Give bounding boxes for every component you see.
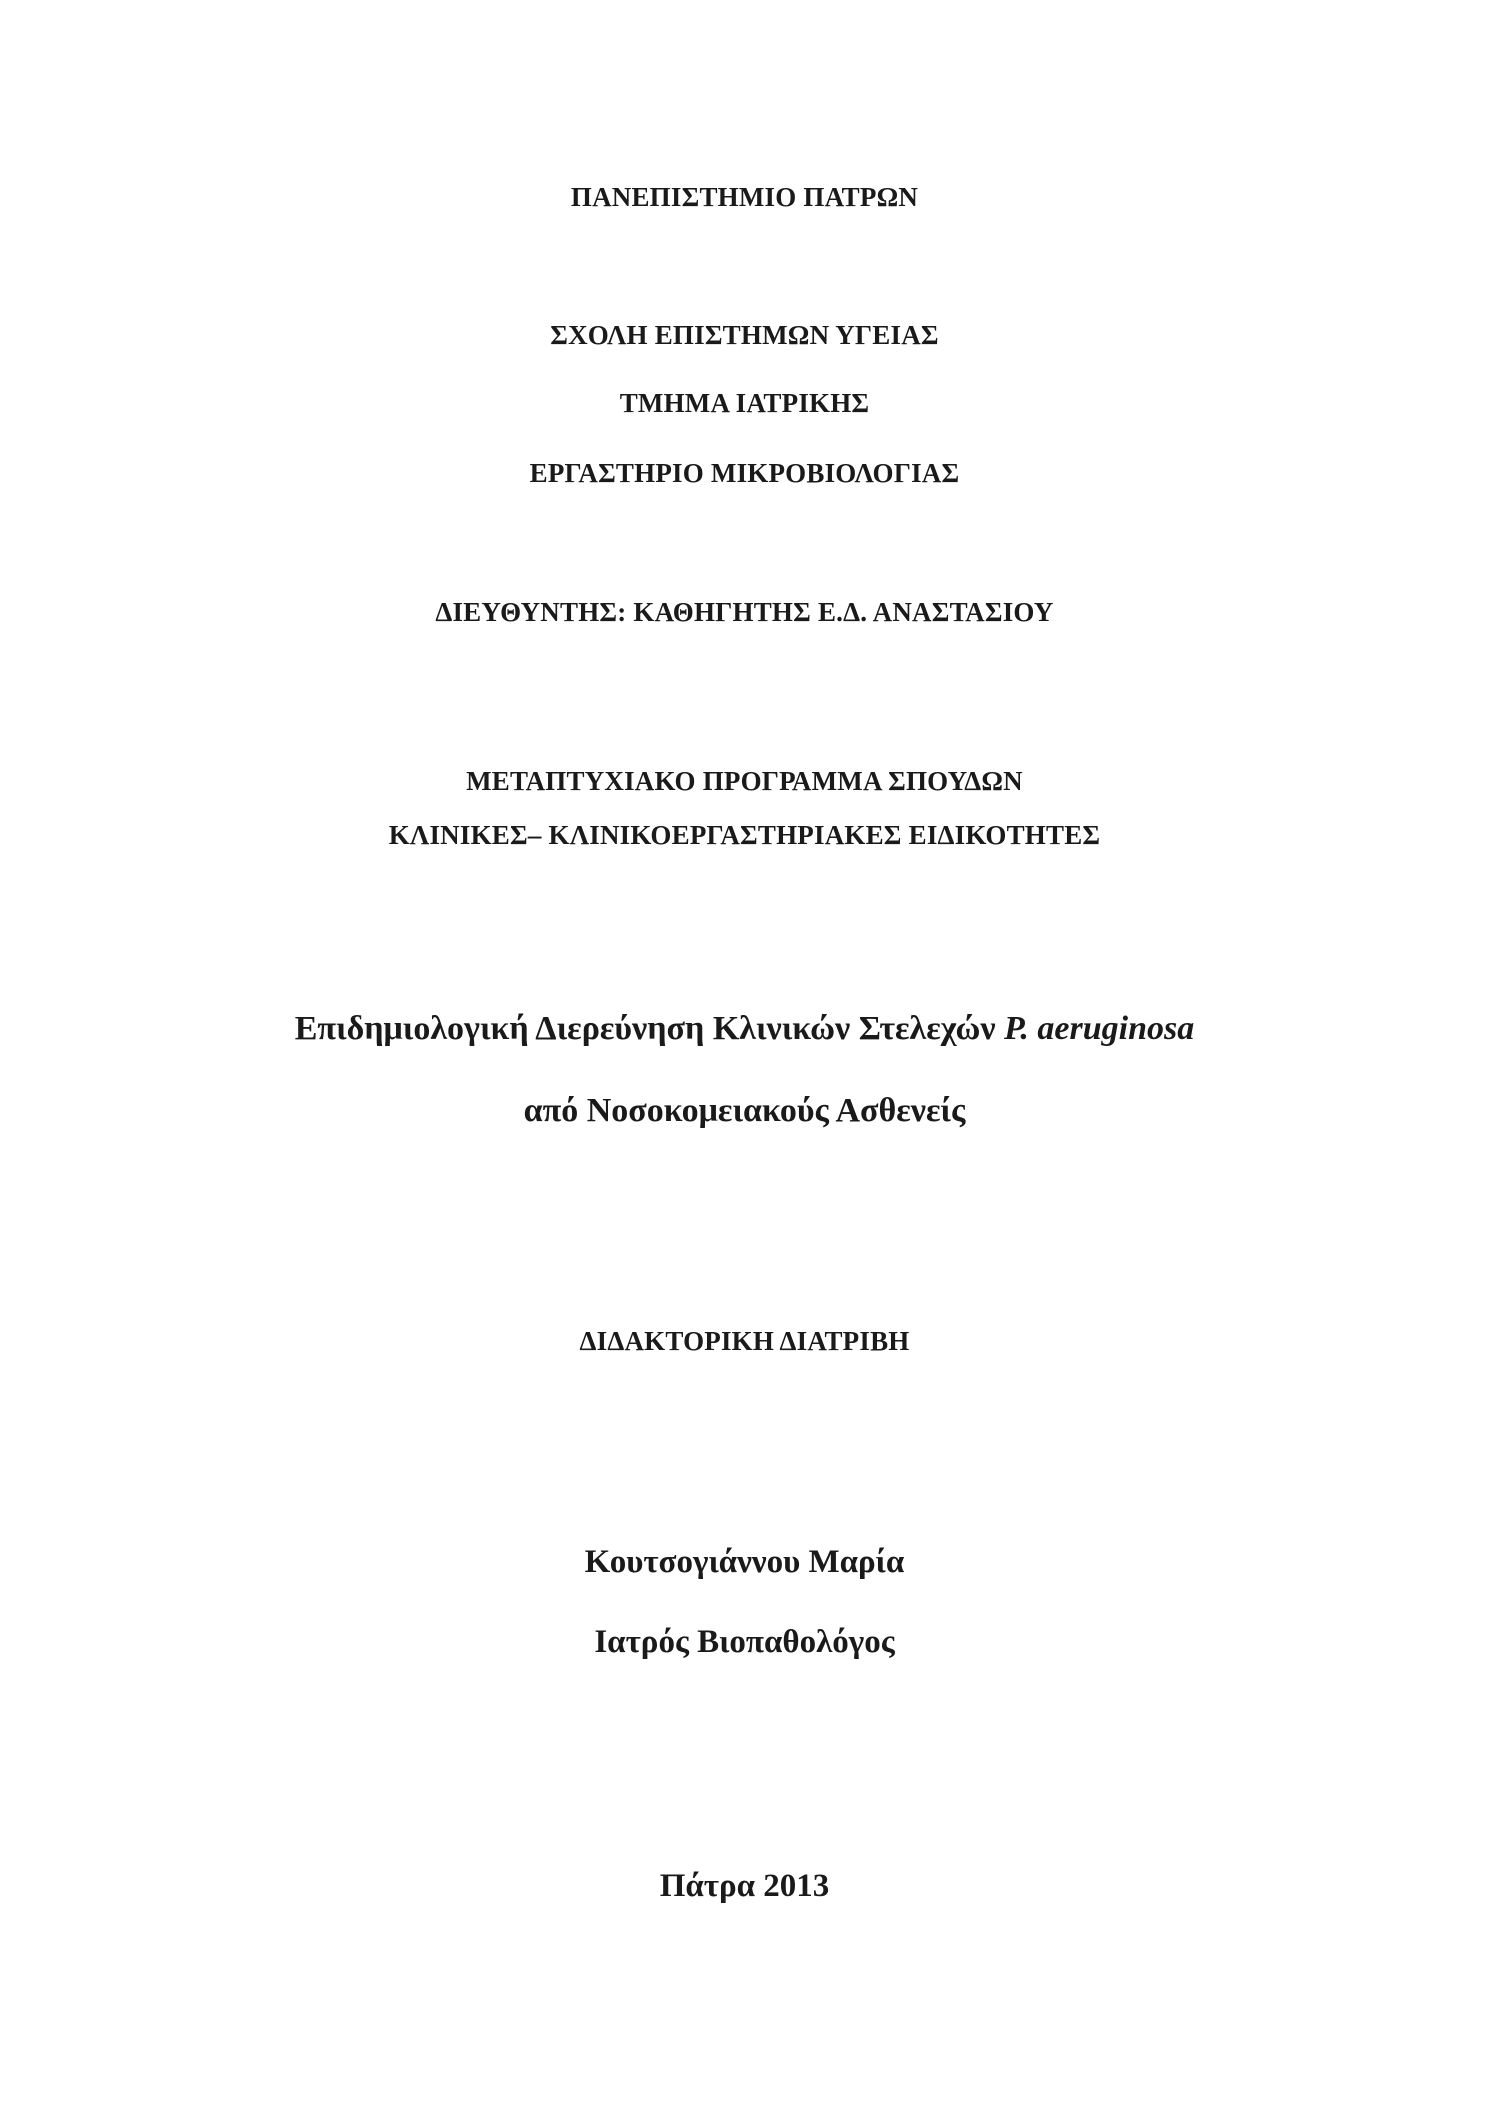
place-year: Πάτρα 2013 — [659, 1868, 830, 1904]
school-name: ΣΧΟΛΗ ΕΠΙΣΤΗΜΩΝ ΥΓΕΙΑΣ — [550, 320, 939, 350]
program-line-2: ΚΛΙΝΙΚΕΣ– ΚΛΙΝΙΚΟΕΡΓΑΣΤΗΡΙΑΚΕΣ ΕΙΔΙΚΟΤΗΤΕΣ — [388, 820, 1101, 850]
author-title: Ιατρός Βιοπαθολόγος — [594, 1624, 895, 1660]
laboratory-name: ΕΡΓΑΣΤΗΡΙΟ ΜΙΚΡΟΒΙΟΛΟΓΙΑΣ — [529, 458, 960, 488]
university-name: ΠΑΝΕΠΙΣΤΗΜΙΟ ΠΑΤΡΩΝ — [570, 182, 919, 212]
thesis-title-line-1 — [0, 1010, 1489, 1048]
thesis-title-line-2: από Νοσοκομειακούς Ασθενείς — [523, 1092, 966, 1129]
thesis-title-species: P. aeruginosa — [1004, 1010, 1195, 1047]
director-line: ΔΙΕΥΘΥΝΤΗΣ: ΚΑΘΗΓΗΤΗΣ Ε.Δ. ΑΝΑΣΤΑΣΙΟΥ — [435, 597, 1054, 627]
author-name: Κουτσογιάννου Μαρία — [584, 1544, 905, 1580]
document-type: ΔΙΔΑΚΤΟΡΙΚΗ ΔΙΑΤΡΙΒΗ — [579, 1326, 910, 1356]
thesis-title-prefix: Επιδημιολογική Διερεύνηση Κλινικών Στελεχών — [294, 1010, 1005, 1047]
department-name: ΤΜΗΜΑ ΙΑΤΡΙΚΗΣ — [619, 388, 870, 418]
program-line-1: ΜΕΤΑΠΤΥΧΙΑΚΟ ΠΡΟΓΡΑΜΜΑ ΣΠΟΥΔΩΝ — [466, 766, 1023, 796]
